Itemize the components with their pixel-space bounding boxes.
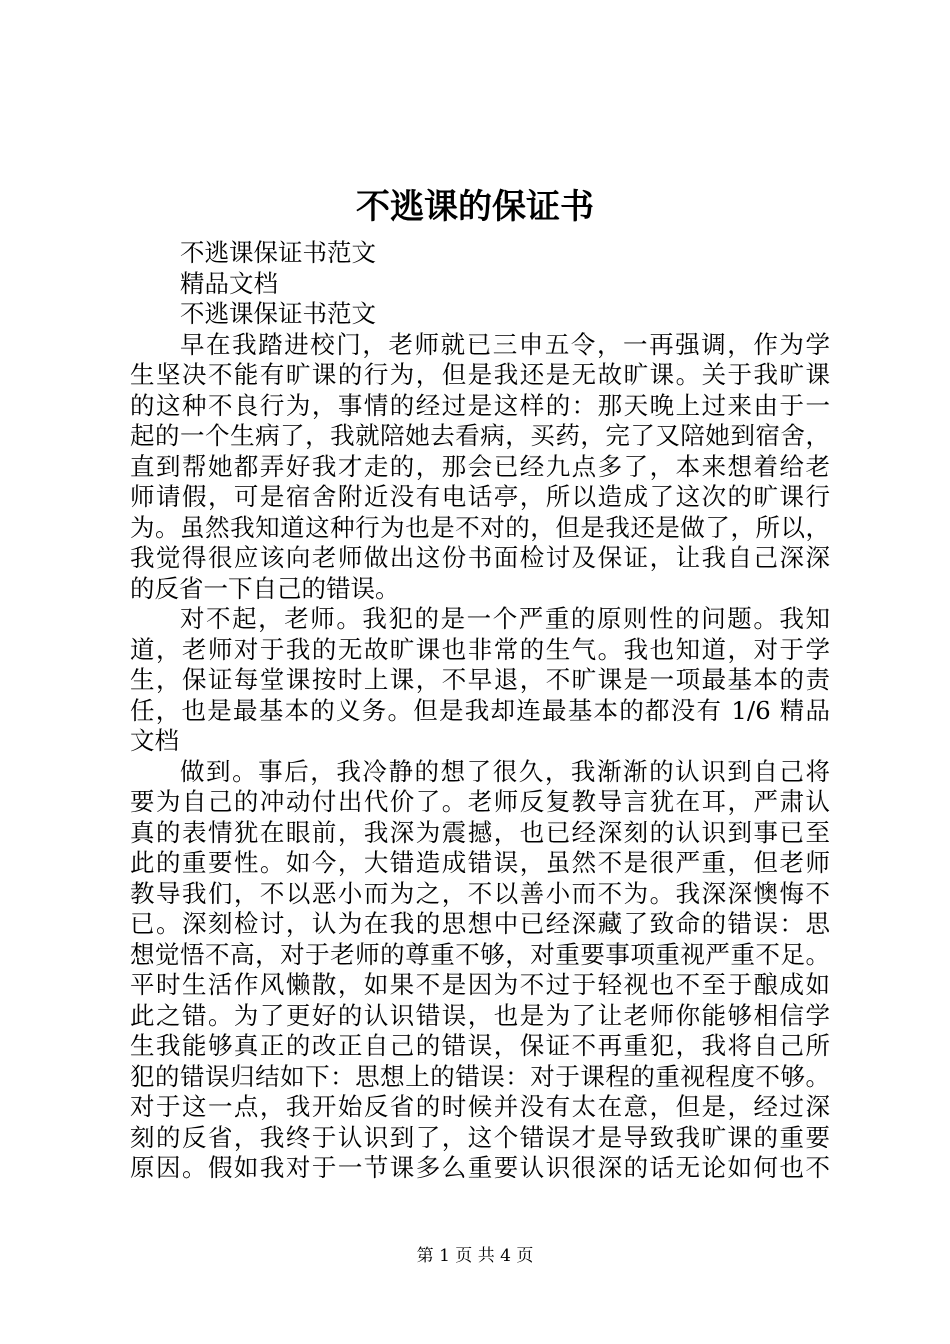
- body-line: 平时生活作风懒散，如果不是因为不过于轻视也不至于酿成如: [130, 970, 830, 999]
- document-title: 不逃课的保证书: [356, 187, 594, 227]
- body-line: 想觉悟不高，对于老师的尊重不够，对重要事项重视严重不足。: [130, 939, 830, 969]
- body-line: 我觉得很应该向老师做出这份书面检讨及保证，让我自己深深: [130, 543, 830, 572]
- body-line: 此的重要性。如今，大错造成错误，虽然不是很严重，但老师: [130, 848, 830, 877]
- body-line: 已。深刻检讨，认为在我的思想中已经深藏了致命的错误：思: [130, 909, 830, 938]
- body-line: 对不起，老师。我犯的是一个严重的原则性的问题。我知: [180, 604, 830, 633]
- body-line: 为。虽然我知道这种行为也是不对的，但是我还是做了，所以，: [130, 512, 830, 542]
- body-line: 的反省一下自己的错误。: [130, 573, 400, 603]
- body-line: 生，保证每堂课按时上课，不早退，不旷课是一项最基本的责: [130, 665, 830, 694]
- body-line: 起的一个生病了，我就陪她去看病，买药，完了又陪她到宿舍，: [130, 421, 830, 450]
- body-line: 生我能够真正的改正自己的错误，保证不再重犯，我将自己所: [130, 1031, 830, 1060]
- page-footer: 第 1 页 共 4 页: [416, 1246, 534, 1266]
- body-line: 做到。事后，我冷静的想了很久，我渐渐的认识到自己将: [180, 756, 830, 786]
- body-line: 师请假，可是宿舍附近没有电话亭，所以造成了这次的旷课行: [130, 482, 830, 511]
- body-line: 直到帮她都弄好我才走的，那会已经九点多了，本来想着给老: [130, 451, 830, 481]
- body-line: 文档: [130, 726, 179, 755]
- body-line: 早在我踏进校门，老师就已三申五令，一再强调，作为学: [180, 329, 830, 359]
- body-line: 对于这一点，我开始反省的时候并没有太在意，但是，经过深: [130, 1092, 830, 1121]
- body-line: 生坚决不能有旷课的行为，但是我还是无故旷课。关于我旷课: [130, 360, 830, 389]
- body-line: 不逃课保证书范文: [180, 299, 376, 328]
- body-line: 的这种不良行为，事情的经过是这样的：那天晚上过来由于一: [130, 390, 830, 420]
- body-line: 道，老师对于我的无故旷课也非常的生气。我也知道，对于学: [130, 634, 830, 664]
- body-line: 教导我们，不以恶小而为之，不以善小而不为。我深深懊悔不: [130, 878, 830, 908]
- body-line: 不逃课保证书范文: [180, 238, 376, 267]
- body-line: 此之错。为了更好的认识错误，也是为了让老师你能够相信学: [130, 1000, 830, 1030]
- body-line: 原因。假如我对于一节课多么重要认识很深的话无论如何也不: [130, 1153, 830, 1182]
- body-line: 犯的错误归结如下：思想上的错误：对于课程的重视程度不够。: [130, 1061, 830, 1091]
- body-line: 刻的反省，我终于认识到了，这个错误才是导致我旷课的重要: [130, 1122, 830, 1152]
- body-line: 真的表情犹在眼前，我深为震撼，也已经深刻的认识到事已至: [130, 817, 830, 847]
- body-line: 要为自己的冲动付出代价了。老师反复教导言犹在耳，严肃认: [130, 787, 830, 816]
- body-line: 任，也是最基本的义务。但是我却连最基本的都没有 1/6 精品: [130, 695, 830, 725]
- document-body: [130, 238, 830, 1184]
- body-line: 精品文档: [180, 268, 278, 298]
